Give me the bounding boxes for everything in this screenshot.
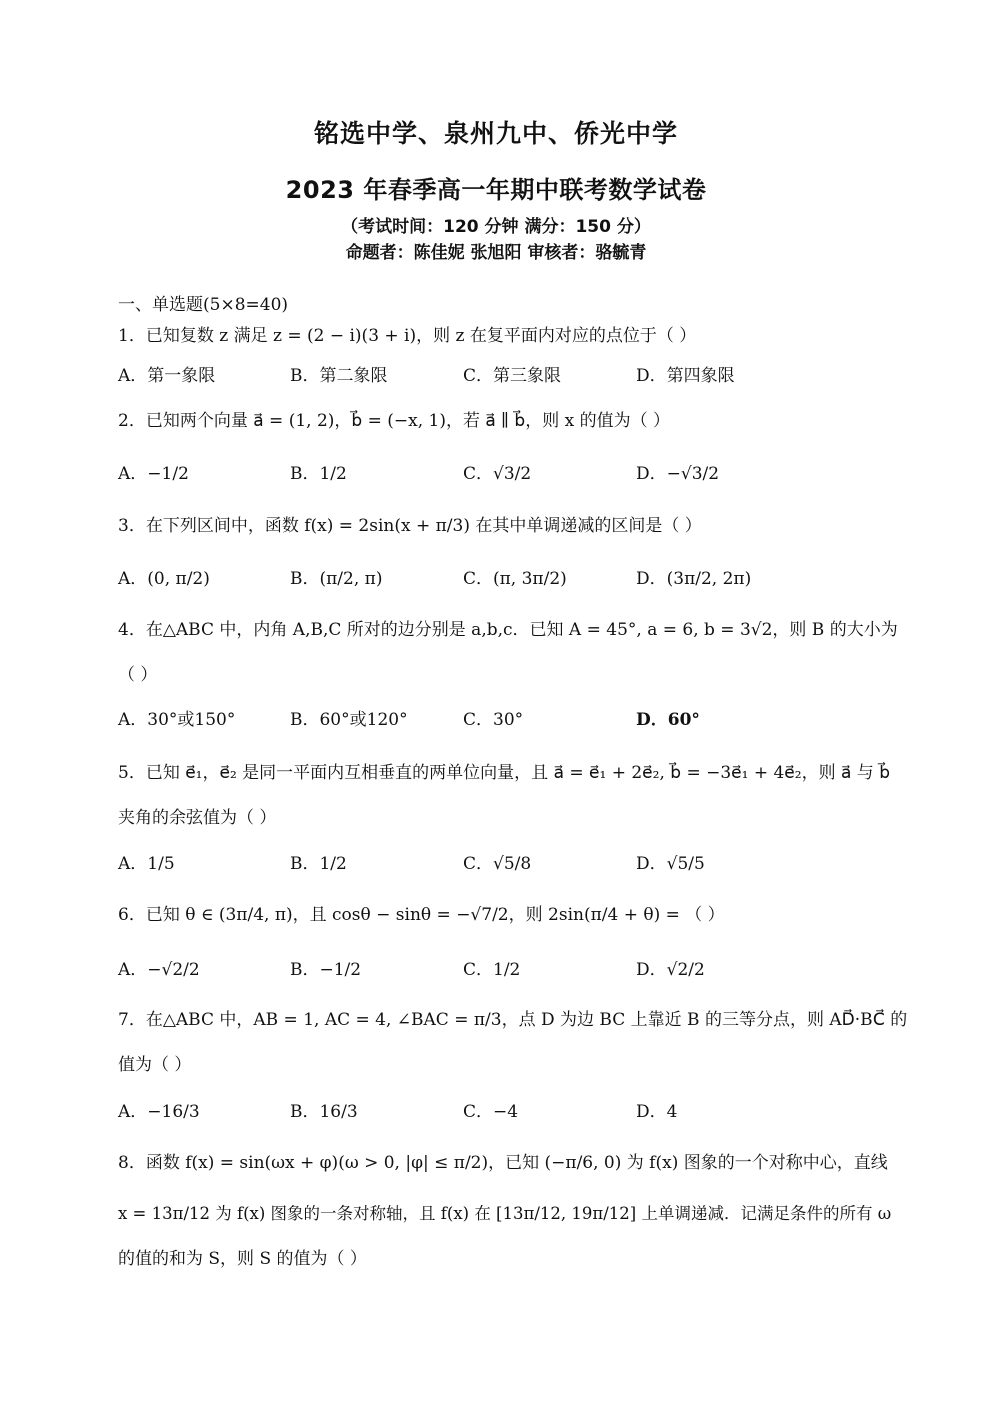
question-2-option-c: C．√3/2 [463, 464, 532, 484]
question-3-stem: 3．在下列区间中，函数 f(x) = 2sin(x + π/3) 在其中单调递减的区间是（ ） [118, 516, 702, 536]
authors-info: 命题者：陈佳妮 张旭阳 审核者：骆毓青 [345, 243, 647, 263]
question-8-continuation-2: 的值的和为 S，则 S 的值为（ ） [118, 1249, 367, 1269]
question-1-option-d: D．第四象限 [636, 366, 735, 386]
question-4-continuation: （ ） [118, 665, 158, 685]
question-7-continuation: 值为（ ） [118, 1055, 192, 1075]
question-5-stem: 5．已知 e⃗₁，e⃗₂ 是同一平面内互相垂直的两单位向量，且 a⃗ = e⃗₁ + 2e⃗₂, b⃗ = −3e⃗₁ + 4e⃗₂，则 a⃗ 与 b⃗ [118, 763, 891, 783]
section-heading: 一、单选题(5×8=40) [118, 295, 289, 315]
question-8-continuation: x = 13π/12 为 f(x) 图象的一条对称轴，且 f(x) 在 [13π/12, 19π/12] 上单调递减．记满足条件的所有 ω [118, 1204, 892, 1223]
question-1-option-c: C．第三象限 [463, 366, 562, 386]
question-3-option-b: B．(π/2, π) [290, 569, 383, 589]
exam-title: 2023 年春季高一年期中联考数学试卷 [285, 176, 707, 204]
question-6-option-d: D．√2/2 [636, 960, 705, 980]
question-6-option-a: A．−√2/2 [118, 960, 200, 980]
question-7-option-d: D．4 [636, 1102, 678, 1122]
question-4-option-c: C．30° [463, 710, 524, 730]
question-4-option-b: B．60°或120° [290, 710, 408, 730]
question-6-stem: 6．已知 θ ∈ (3π/4, π)，且 cosθ − sinθ = −√7/2，则 2sin(π/4 + θ) = （ ） [118, 905, 725, 925]
question-1-option-a: A．第一象限 [118, 366, 216, 386]
question-5-option-b: B．1/2 [290, 854, 347, 874]
question-4-option-a: A．30°或150° [118, 710, 236, 730]
question-5-option-c: C．√5/8 [463, 854, 532, 874]
question-2-option-d: D．−√3/2 [636, 464, 720, 484]
question-4-option-d: D．60° [636, 710, 700, 730]
question-1-stem: 1．已知复数 z 满足 z = (2 − i)(3 + i)，则 z 在复平面内对应的点位于（ ） [118, 326, 697, 346]
question-5-option-d: D．√5/5 [636, 854, 705, 874]
question-1-option-b: B．第二象限 [290, 366, 388, 386]
question-2-option-b: B．1/2 [290, 464, 347, 484]
schools-title: 铭选中学、泉州九中、侨光中学 [313, 119, 678, 148]
question-3-option-a: A．(0, π/2) [118, 569, 210, 589]
question-7-option-a: A．−16/3 [118, 1102, 200, 1122]
question-4-stem: 4．在△ABC 中，内角 A,B,C 所对的边分别是 a,b,c．已知 A = 45°, a = 6, b = 3√2，则 B 的大小为 [118, 620, 898, 640]
question-5-option-a: A．1/5 [118, 854, 175, 874]
question-3-option-d: D．(3π/2, 2π) [636, 569, 752, 589]
question-5-continuation: 夹角的余弦值为（ ） [118, 808, 277, 828]
question-2-stem: 2．已知两个向量 a⃗ = (1, 2)，b⃗ = (−x, 1)，若 a⃗ ∥ b⃗，则 x 的值为（ ） [118, 411, 671, 431]
question-7-stem: 7．在△ABC 中，AB = 1, AC = 4, ∠BAC = π/3，点 D 为边 BC 上靠近 B 的三等分点，则 AD⃗·BC⃗ 的 [118, 1010, 908, 1030]
question-7-option-b: B．16/3 [290, 1102, 358, 1122]
question-7-option-c: C．−4 [463, 1102, 519, 1122]
question-6-option-c: C．1/2 [463, 960, 521, 980]
time-info: （考试时间：120 分钟 满分：150 分） [341, 217, 651, 237]
question-8-stem: 8．函数 f(x) = sin(ωx + φ)(ω > 0, |φ| ≤ π/2)，已知 (−π/6, 0) 为 f(x) 图象的一个对称中心，直线 [118, 1153, 888, 1173]
question-6-option-b: B．−1/2 [290, 960, 362, 980]
question-3-option-c: C．(π, 3π/2) [463, 569, 567, 589]
question-2-option-a: A．−1/2 [118, 464, 189, 484]
